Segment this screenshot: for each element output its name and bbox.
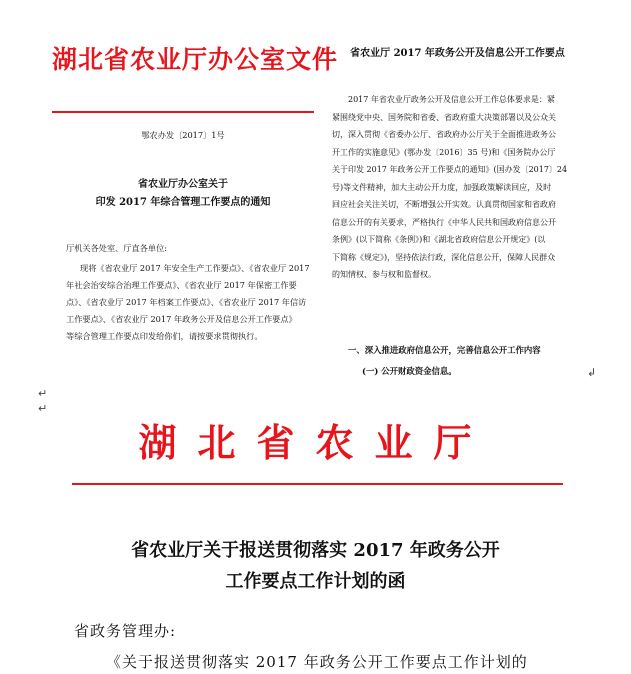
paragraph-mark: ↵ — [38, 387, 48, 400]
left-page-body-line: 现将《省农业厅 2017 年安全生产工作要点》、《省农业厅 2017 — [80, 263, 310, 273]
right-page-body-line: 的知情权、参与权和监督权。 — [332, 270, 436, 279]
right-page-title: 省农业厅 2017 年政务公开及信息公开工作要点 — [350, 48, 565, 59]
left-page-recipient: 厅机关各处室、厅直各单位: — [66, 243, 168, 253]
lower-doc-red-rule — [72, 483, 563, 485]
right-page-body — [332, 91, 585, 284]
left-page-doc-number: 鄂农办发〔2017〕1号 — [141, 130, 225, 140]
right-document-page — [330, 8, 585, 383]
right-page-body-line: 条例》(以下简称《条例》)和《湖北省政府信息公开规定》(以 — [332, 235, 546, 244]
left-document-page — [52, 8, 339, 383]
lower-doc-title-line1: 省农业厅关于报送贯彻落实 2017 年政务公开 — [131, 540, 500, 561]
cursor-mark: ↲ — [587, 366, 597, 379]
right-page-body-line: 紧围绕党中央、国务院和省委、省政府重大决策部署以及公众关 — [332, 112, 556, 122]
left-page-title-line2: 印发 2017 年综合管理工作要点的通知 — [95, 197, 271, 208]
lower-doc-recipient: 省政务管理办: — [74, 622, 177, 640]
right-page-body-line: 关于印发 2017 年政务公开工作要点的通知》(国办发〔2017〕24 — [332, 165, 568, 174]
right-page-heading-2: (一) 公开财政资金信息。 — [362, 366, 457, 376]
left-page-title-line1: 省农业厅办公室关于 — [138, 179, 228, 190]
right-page-body-line: 下简称《规定》)，坚持依法行政，深化信息公开，保障人民群众 — [332, 252, 556, 262]
left-page-red-rule — [52, 111, 314, 113]
left-page-body-line: 工作要点》、《省农业厅 2017 年政务公开及信息公开工作要点》 — [66, 314, 297, 324]
right-page-body-line: 2017 年省农业厅政务公开及信息公开工作总体要求是：紧 — [348, 95, 555, 104]
right-page-body-line: 切，深入贯彻《省委办公厅、省政府办公厅关于全面推进政务公 — [332, 130, 556, 139]
left-page-body-line: 点》、《省农业厅 2017 年档案工作要点》、《省农业厅 2017 年信访 — [66, 297, 307, 307]
paragraph-mark: ↵ — [38, 402, 48, 415]
lower-doc-banner: 湖北省农业厅 — [138, 420, 493, 465]
right-page-heading-1: 一、深入推进政府信息公开，完善信息公开工作内容 — [348, 345, 541, 355]
lower-doc-body-line: 《关于报送贯彻落实 2017 年政务公开工作要点工作计划的 — [106, 653, 528, 671]
lower-doc-title-line2: 工作要点工作计划的函 — [225, 571, 406, 592]
right-page-body-line: 开工作的实施意见》(鄂办发〔2016〕35 号)和《国务院办公厅 — [332, 147, 556, 157]
left-page-body — [66, 260, 316, 345]
left-page-body-line: 年社会治安综合治理工作要点》、《省农业厅 2017 年保密工作要 — [66, 280, 297, 290]
right-page-body-line: 回应社会关注关切，不断增强公开实效。认真贯彻国家和省政府 — [332, 200, 556, 209]
right-page-body-line: 号)等文件精神，加大主动公开力度，加强政策解读回应，及时 — [332, 182, 552, 192]
left-page-body-line: 等综合管理工作要点印发给你们，请按要求贯彻执行。 — [66, 331, 263, 341]
left-page-header: 湖北省农业厅办公室文件 — [52, 45, 339, 74]
right-page-body-line: 信息公开的有关要求，严格执行《中华人民共和国政府信息公开 — [332, 217, 556, 227]
